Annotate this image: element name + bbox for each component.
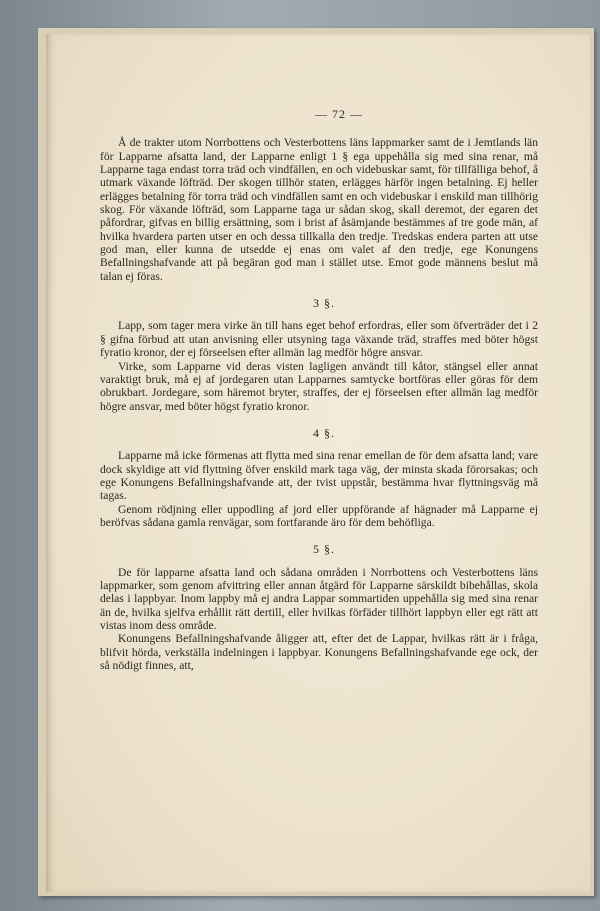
paragraph: Virke, som Lapparne vid deras visten lagligen användt till kåtor, stängsel eller annat varaktigt bruk, må ej af jordegaren utan Lapparnes samtycke bortföras eller göras för dem obrukbart. Jordegare, som häremot bryter, straffes, der ej förseelsen efter allmän lag medför högre ansvar, med böter högst fyratio kronor.	[100, 359, 538, 413]
paragraph: Å de trakter utom Norrbottens och Vesterbottens läns lappmarker samt de i Jemtlands län för Lapparne afsatta land, der Lapparne enligt 1 § ega uppehålla sig med sina renar, må Lapparne taga endast torra träd och vindfällen, en och videbuskar samt, för tillfälliga behof, å utmark växande löfträd. Der skogen tillhör staten, erlägges härför ingen betalning. Ej heller erlägges betalning för torra träd och vindfällen samt en och videbuskar i enskild man tillhörig skog. För växande löfträd, som Lapparne taga ur sådan skog, skall deremot, der egaren det påfordrar, gifvas en billig ersättning, som i brist af åsämjande bestämmes af tre gode män, af hvilka hvardera parten utser en och dessa tillkalla den tredje. Tredskas endera parten att utse god man, eller kunna de utsedde ej enas om valet af den tredje, ege Konungens Befallningshafvande att på begäran god man i stället utse. Emot gode männens beslut må talan ej föras.	[100, 136, 538, 283]
page-number: — 72 —	[315, 107, 363, 121]
paragraph: Lapparne må icke förmenas att flytta med sina renar emellan de för dem afsatta land; vare dock skyldige att vid flyttning öfver enskild mark taga väg, der minsta skada förorsakas; och ege Konungens Befallningshafvande att, der tvist uppstår, bestämma hvar flyttningsväg må tagas.	[100, 449, 538, 503]
section-heading-5: 5 §.	[313, 542, 335, 557]
page-text	[100, 108, 538, 672]
section-heading-3: 3 §.	[313, 296, 335, 311]
paragraph: Konungens Befallningshafvande åligger att, efter det de Lappar, hvilkas rätt är i fråga, blifvit hörda, verkställa indelningen i lappbyar. Konungens Befallningshafvande ege ock, der så nödigt finnes, att,	[100, 632, 538, 673]
section-heading-4: 4 §.	[313, 425, 335, 440]
paragraph: Lapp, som tager mera virke än till hans eget behof erfordras, eller som öfverträder det i 2 § gifna förbud att utan anvisning eller utsyning taga växande träd, straffes med böter högst fyratio kronor, der ej förseelsen efter allmän lag medför högre ansvar.	[100, 319, 538, 360]
paragraph: De för lapparne afsatta land och sådana områden i Norrbottens och Vesterbottens läns lappmarker, som genom afvittring eller annan åtgärd för Lapparne särskildt bibehållas, skola delas i lappbyar. Inom lappby må ej andra Lappar sommartiden uppehålla sig med sina renar än de, hvilka sjelfva erhållit rätt dertill, eller hvilkas förfäder tillhört lappbyn eller egt rätt att vistas inom dess område.	[100, 565, 538, 632]
paragraph: Genom rödjning eller uppodling af jord eller uppförande af hägnader må Lapparne ej beröfvas sådana gamla renvägar, som fortfarande äro för dem behöfliga.	[100, 502, 538, 529]
